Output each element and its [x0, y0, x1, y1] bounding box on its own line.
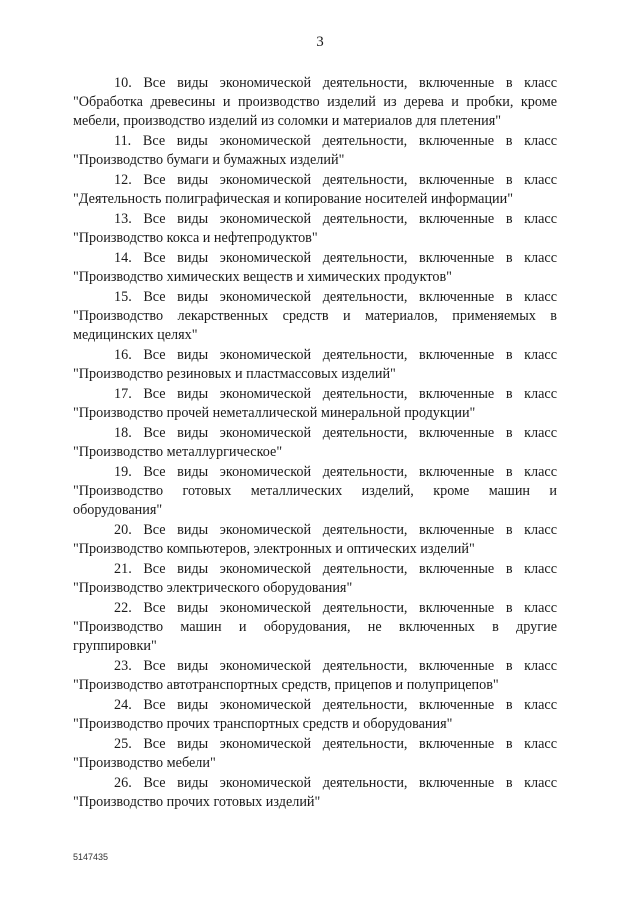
item-heading-line: 15. Все виды экономической деятельности, включенные в класс [114, 289, 557, 305]
item-text-line: "Производство электрического оборудования" [73, 580, 353, 596]
document-code: 5147435 [73, 852, 109, 862]
list-item [73, 774, 557, 812]
item-heading-line: 14. Все виды экономической деятельности, включенные в класс [114, 250, 557, 266]
item-heading-line: 22. Все виды экономической деятельности, включенные в класс [114, 600, 557, 616]
list-item [73, 210, 557, 248]
item-text-line: мебели, производство изделий из соломки и материалов для плетения" [73, 113, 502, 129]
item-text-line: "Производство компьютеров, электронных и оптических изделий" [73, 541, 475, 557]
list-item [73, 463, 557, 520]
item-text-line: "Производство мебели" [73, 755, 216, 771]
item-heading-line: 16. Все виды экономической деятельности, включенные в класс [114, 347, 557, 363]
list-item [73, 735, 557, 773]
item-text-line: "Производство металлургическое" [73, 444, 283, 460]
item-heading-line: 13. Все виды экономической деятельности, включенные в класс [114, 211, 557, 227]
item-heading-line: 23. Все виды экономической деятельности, включенные в класс [114, 658, 557, 674]
item-heading-line: 21. Все виды экономической деятельности, включенные в класс [114, 561, 557, 577]
item-text-line: "Производство резиновых и пластмассовых изделий" [73, 366, 396, 382]
item-text-line: "Производство прочих транспортных средств и оборудования" [73, 716, 453, 732]
item-text-line: "Производство прочей неметаллической минеральной продукции" [73, 405, 476, 421]
list-item [73, 424, 557, 462]
item-heading-line: 12. Все виды экономической деятельности, включенные в класс [114, 172, 557, 188]
item-heading-line: 11. Все виды экономической деятельности, включенные в класс [114, 133, 557, 149]
page-number: 3 [316, 34, 324, 50]
item-text-line: медицинских целях" [73, 327, 198, 343]
item-heading-line: 10. Все виды экономической деятельности, включенные в класс [114, 75, 557, 91]
list-item [73, 521, 557, 559]
item-heading-line: 19. Все виды экономической деятельности, включенные в класс [114, 464, 557, 480]
list-item [73, 346, 557, 384]
list-item [73, 696, 557, 734]
item-heading-line: 17. Все виды экономической деятельности, включенные в класс [114, 386, 557, 402]
list-item [73, 249, 557, 287]
item-heading-line: 26. Все виды экономической деятельности, включенные в класс [114, 775, 557, 791]
item-heading-line: 25. Все виды экономической деятельности, включенные в класс [114, 736, 557, 752]
item-text-line: "Производство химических веществ и химических продуктов" [73, 269, 452, 285]
list-item [73, 132, 557, 170]
list-item [73, 599, 557, 656]
list-item [73, 560, 557, 598]
item-text-line: "Производство прочих готовых изделий" [73, 794, 321, 810]
list-item [73, 657, 557, 695]
item-heading-line: 18. Все виды экономической деятельности, включенные в класс [114, 425, 557, 441]
item-text-line: "Производство лекарственных средств и материалов, применяемых в [73, 308, 557, 324]
list-item [73, 171, 557, 209]
item-text-line: "Производство кокса и нефтепродуктов" [73, 230, 318, 246]
item-text-line: "Обработка древесины и производство изделий из дерева и пробки, кроме [73, 94, 557, 110]
item-heading-line: 24. Все виды экономической деятельности, включенные в класс [114, 697, 557, 713]
list-item [73, 385, 557, 423]
item-text-line: "Производство автотранспортных средств, прицепов и полуприцепов" [73, 677, 499, 693]
item-text-line: "Деятельность полиграфическая и копирование носителей информации" [73, 191, 514, 207]
item-text-line: "Производство машин и оборудования, не включенных в другие [73, 619, 557, 635]
item-text-line: "Производство готовых металлических изделий, кроме машин и [73, 483, 557, 499]
list-item [73, 288, 557, 345]
item-text-line: "Производство бумаги и бумажных изделий" [73, 152, 345, 168]
list-item [73, 74, 557, 131]
document-body [73, 74, 557, 813]
item-text-line: группировки" [73, 638, 157, 654]
item-heading-line: 20. Все виды экономической деятельности, включенные в класс [114, 522, 557, 538]
item-text-line: оборудования" [73, 502, 163, 518]
